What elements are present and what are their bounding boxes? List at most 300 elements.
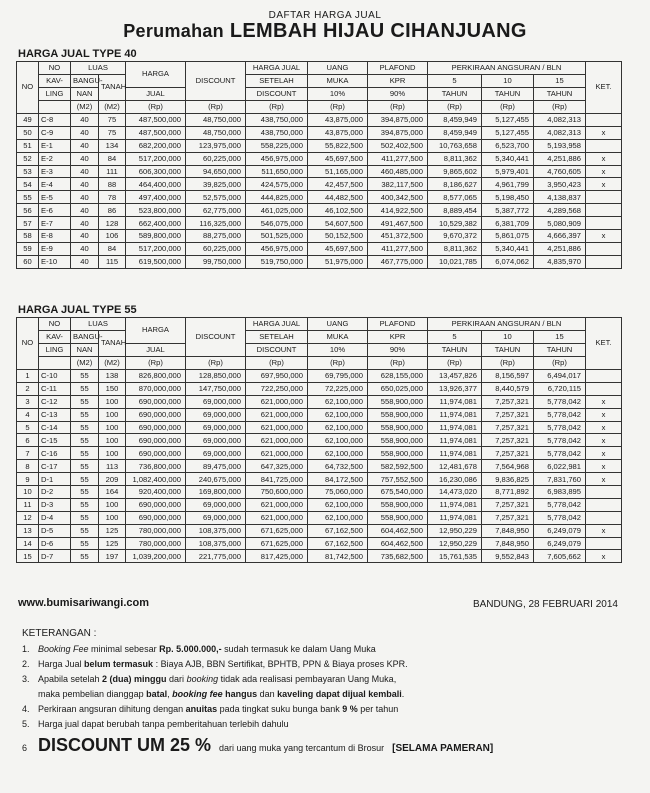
table-cell: 487,500,000 (126, 126, 186, 139)
table-cell: 53 (17, 165, 39, 178)
table-cell: 69,000,000 (186, 434, 246, 447)
table-cell: 511,650,000 (246, 165, 308, 178)
table-cell: 671,625,000 (246, 537, 308, 550)
table-cell: 60,225,000 (186, 152, 246, 165)
table-cell: 11,974,081 (428, 447, 482, 460)
table-cell: 62,100,000 (308, 447, 368, 460)
col-plafond: PLAFOND (368, 318, 428, 331)
table-cell: 50 (17, 126, 39, 139)
table-cell: E-7 (39, 217, 71, 230)
table-cell: 100 (99, 408, 126, 421)
table-cell: 15,761,535 (428, 550, 482, 563)
website-link[interactable]: www.bumisariwangi.com (18, 597, 150, 609)
table-cell: 42,457,500 (308, 178, 368, 191)
table-cell: 11,974,081 (428, 421, 482, 434)
table-cell: 621,000,000 (246, 511, 308, 524)
table-cell: 113 (99, 460, 126, 473)
table-cell: 456,975,000 (246, 242, 308, 255)
table-cell: 5,778,042 (534, 434, 586, 447)
table-cell: 125 (99, 524, 126, 537)
col-uang-muka: UANG (308, 318, 368, 331)
table-cell: 497,400,000 (126, 191, 186, 204)
table-cell: x (586, 178, 622, 191)
table-cell: 424,575,000 (246, 178, 308, 191)
table-cell: 55 (71, 421, 99, 434)
col-harga: HARGA (126, 318, 186, 344)
table-cell: 394,875,000 (368, 114, 428, 127)
table-cell: 606,300,000 (126, 165, 186, 178)
table-cell: 5,198,450 (482, 191, 534, 204)
table-cell: C-16 (39, 447, 71, 460)
table-cell: 100 (99, 511, 126, 524)
table-cell: 55 (71, 550, 99, 563)
note-5: 5. Harga jual dapat berubah tanpa pemberitahuan terlebih dahulu (22, 719, 289, 729)
table-cell: 5,127,455 (482, 114, 534, 127)
table-cell (586, 217, 622, 230)
table-cell: 444,825,000 (246, 191, 308, 204)
table-cell: E-9 (39, 242, 71, 255)
table-cell: 100 (99, 395, 126, 408)
table-cell: 43,875,000 (308, 126, 368, 139)
note-3: 3. Apabila setelah 2 (dua) minggu dari booking tidak ada realisasi pembayaran Uang Muka, (22, 674, 397, 684)
table-cell: 464,400,000 (126, 178, 186, 191)
table-cell: 12,950,229 (428, 537, 482, 550)
table-row (17, 524, 622, 537)
table-cell: 780,000,000 (126, 537, 186, 550)
table-cell: 115 (99, 255, 126, 268)
table-cell: 817,425,000 (246, 550, 308, 563)
table-row (17, 550, 622, 563)
table-cell: 8,156,597 (482, 370, 534, 383)
table-cell: 6,983,895 (534, 486, 586, 499)
table-cell: 138 (99, 370, 126, 383)
table-cell: 55 (71, 408, 99, 421)
table-cell: C-15 (39, 434, 71, 447)
table-cell (586, 191, 622, 204)
table-cell: 456,975,000 (246, 152, 308, 165)
table-cell: E-4 (39, 178, 71, 191)
table-cell: 690,000,000 (126, 498, 186, 511)
table-cell: 106 (99, 230, 126, 243)
table-cell: 5,193,958 (534, 139, 586, 152)
table-cell: 4,082,313 (534, 114, 586, 127)
table-cell: 9,836,825 (482, 473, 534, 486)
table-cell: 13 (17, 524, 39, 537)
table-cell: 662,400,000 (126, 217, 186, 230)
table-cell: 697,950,000 (246, 370, 308, 383)
table-cell: 13,457,826 (428, 370, 482, 383)
table-cell: 55 (71, 370, 99, 383)
table-cell: 5,778,042 (534, 395, 586, 408)
table-cell: 8,771,892 (482, 486, 534, 499)
table-cell: 44,482,500 (308, 191, 368, 204)
table-cell: E-3 (39, 165, 71, 178)
table-cell: 125 (99, 537, 126, 550)
table-cell: 460,485,000 (368, 165, 428, 178)
table-cell: 8,811,362 (428, 242, 482, 255)
table-cell: 621,000,000 (246, 408, 308, 421)
table-cell: 558,900,000 (368, 395, 428, 408)
table-cell: D-6 (39, 537, 71, 550)
table-cell: 6,523,700 (482, 139, 534, 152)
table-row (17, 511, 622, 524)
table-cell: 7,257,321 (482, 408, 534, 421)
table-row (17, 255, 622, 268)
table-cell: 69,000,000 (186, 511, 246, 524)
table-cell: 150 (99, 382, 126, 395)
table-cell: 589,800,000 (126, 230, 186, 243)
table-cell: 58 (17, 230, 39, 243)
table-cell: 69,000,000 (186, 408, 246, 421)
table-cell: 9,865,602 (428, 165, 482, 178)
table-cell: x (586, 152, 622, 165)
table-cell: C-13 (39, 408, 71, 421)
table-cell: 690,000,000 (126, 511, 186, 524)
table-cell: 5 (17, 421, 39, 434)
note-1: 1. Booking Fee minimal sebesar Rp. 5.000.000,- sudah termasuk ke dalam Uang Muka (22, 644, 376, 654)
table-cell: 920,400,000 (126, 486, 186, 499)
table-cell: 52,575,000 (186, 191, 246, 204)
table-cell: 55,822,500 (308, 139, 368, 152)
discount-headline: DISCOUNT UM 25 % (38, 735, 212, 755)
table-cell: 75 (99, 114, 126, 127)
table-cell: 621,000,000 (246, 395, 308, 408)
table-cell: 40 (71, 255, 99, 268)
table-cell: 6 (17, 434, 39, 447)
table-cell: 55 (71, 460, 99, 473)
table-cell: 5,979,401 (482, 165, 534, 178)
document-title (0, 20, 650, 43)
table-cell: 671,625,000 (246, 524, 308, 537)
table-cell: 164 (99, 486, 126, 499)
table-row (17, 139, 622, 152)
table-cell: 4,082,313 (534, 126, 586, 139)
table-cell: 40 (71, 242, 99, 255)
table-cell: 10,021,785 (428, 255, 482, 268)
table-cell: 4,961,799 (482, 178, 534, 191)
table-cell: 55 (71, 486, 99, 499)
table-cell (586, 382, 622, 395)
table-cell: 40 (71, 165, 99, 178)
table-cell: 72,225,000 (308, 382, 368, 395)
table-cell: 123,975,000 (186, 139, 246, 152)
table-cell: 84 (99, 242, 126, 255)
table-cell: 870,000,000 (126, 382, 186, 395)
table-cell: 134 (99, 139, 126, 152)
table-cell: 84 (99, 152, 126, 165)
table-cell: 5,778,042 (534, 511, 586, 524)
table-cell: 5,778,042 (534, 447, 586, 460)
table-cell: 647,325,000 (246, 460, 308, 473)
table-cell: 116,325,000 (186, 217, 246, 230)
table-cell: 4,289,568 (534, 204, 586, 217)
table-cell: 111 (99, 165, 126, 178)
table-cell: 88 (99, 178, 126, 191)
table-cell: 40 (71, 204, 99, 217)
table-cell: 690,000,000 (126, 447, 186, 460)
table-cell: 14 (17, 537, 39, 550)
table-cell: 1 (17, 370, 39, 383)
type40-label: HARGA JUAL TYPE 40 (18, 48, 137, 60)
col-luas: LUAS (71, 318, 126, 331)
table-cell: 147,750,000 (186, 382, 246, 395)
table-cell: 5,340,441 (482, 152, 534, 165)
table-cell: x (586, 473, 622, 486)
table-cell: 11,974,081 (428, 395, 482, 408)
table-cell: 43,875,000 (308, 114, 368, 127)
table-cell: 517,200,000 (126, 242, 186, 255)
table-cell: D-1 (39, 473, 71, 486)
table-cell: 62,100,000 (308, 421, 368, 434)
table-cell: 9,670,372 (428, 230, 482, 243)
table-cell: 40 (71, 126, 99, 139)
table-cell: 7 (17, 447, 39, 460)
table-cell: 11,974,081 (428, 408, 482, 421)
table-cell: E-1 (39, 139, 71, 152)
col-no: NO (17, 318, 39, 370)
table-cell: 40 (71, 114, 99, 127)
table-cell: 8,811,362 (428, 152, 482, 165)
table-cell: 100 (99, 447, 126, 460)
note-4: 4. Perkiraan angsuran dihitung dengan anuitas pada tingkat suku bunga bank 9 % per tahun (22, 704, 399, 714)
keterangan-list (22, 642, 622, 732)
table-cell: 582,592,500 (368, 460, 428, 473)
table-cell: 690,000,000 (126, 434, 186, 447)
table-cell: x (586, 524, 622, 537)
table-cell: 7,257,321 (482, 421, 534, 434)
table-cell: 75 (99, 126, 126, 139)
table-cell: C-14 (39, 421, 71, 434)
table-cell: 40 (71, 152, 99, 165)
table-cell: 89,475,000 (186, 460, 246, 473)
table-cell: 682,200,000 (126, 139, 186, 152)
table-cell: 735,682,500 (368, 550, 428, 563)
table-cell: 5,340,441 (482, 242, 534, 255)
col-setelah: HARGA JUAL (246, 318, 308, 331)
table-row (17, 421, 622, 434)
col-discount: DISCOUNT (186, 318, 246, 357)
table-cell: 11,974,081 (428, 498, 482, 511)
table-cell: E-8 (39, 230, 71, 243)
table-cell: x (586, 395, 622, 408)
table-cell: 8,186,627 (428, 178, 482, 191)
table-cell: 56 (17, 204, 39, 217)
table-cell: 55 (71, 382, 99, 395)
table-cell: 11 (17, 498, 39, 511)
table-cell: 7,848,950 (482, 537, 534, 550)
table-cell: 55 (71, 537, 99, 550)
table-cell: 6,074,062 (482, 255, 534, 268)
table-cell: 69,000,000 (186, 447, 246, 460)
table-cell: E-2 (39, 152, 71, 165)
table-cell: x (586, 165, 622, 178)
table-cell: x (586, 230, 622, 243)
table-cell: 67,162,500 (308, 537, 368, 550)
table-cell: 1,039,200,000 (126, 550, 186, 563)
table-cell: 50,152,500 (308, 230, 368, 243)
type55-price-table: NO NO LUAS HARGA DISCOUNT HARGA JUAL UANG PLAFOND PERKIRAAN ANGSURAN / BLN KET. KAV- BANGU- TANAH SETELAH MUKA KPR 5 10 15 LING NAN JUAL DISCOUNT 10% 90% TAHUN TAHUN TAHUN (M2) (M2) (Rp) (Rp) (Rp) (Rp) (Rp) (Rp) (Rp) (Rp) 1 C-10 55 138 826,800,000 128,850,000 697,950,000 69,795,000 628,155,000 13,457,826 8,156,597 6,494,017 2 C-11 55 150 870,000,000 147,750,000 722,250,000 72,225,000 650,025,000 13,926,377 8,440,579 6,720,115 3 C-12 55 100 690,000,000 69,000,000 621,000,000 62,100,000 558,900,000 11,974,081 7,257,321 5,778,042 x 4 C-13 55 100 690,000,000 69,000,000 621,000,000 62,100,000 558,900,000 11,974,081 7,257,321 5,778,042 x 5 C-14 55 100 690,000,000 69,000,000 621,000,000 62,100,000 558,900,000 11,974,081 7,257,321 5,778,042 x 6 C-15 55 100 690,000,000 69,000,000 621,000,000 62,100,000 558,900,000 11,974,081 7,257,321 5,778,042 x 7 C-16 55 100 690,000,000 69,000,000 621,000,000 62,100,000 558,900,000 11,974,081 7,257,321 5,778,042 x 8 C-17 55 113 736,800,000 89,475,000 647,325,000 64,732,500 582,592,500 12,481,678 7,564,968 6,022,981 x 9 D-1 55 209 1,082,400,000 240,675,000 841,725,000 84,172,500 757,552,500 16,230,086 9,836,825 7,831,760 x 10 D-2 55 164 920,400,000 169,800,000 750,600,000 75,060,000 675,540,000 14,473,020 8,771,892 6,983,895 11 D-3 55 100 690,000,000 69,000,000 621,000,000 62,100,000 558,900,000 11,974,081 7,257,321 5,778,042 12 D-4 55 100 690,000,000 69,000,000 621,000,000 62,100,000 558,900,000 11,974,081 7,257,321 5,778,042 13 D-5 55 125 780,000,000 108,375,000 671,625,000 67,162,500 604,462,500 12,950,229 7,848,950 6,249,079 x 14 D-6 55 125 780,000,000 108,375,000 671,625,000 67,162,500 604,462,500 12,950,229 7,848,950 6,249,079 15 D-7 55 197 1,039,200,000 221,775,000 817,425,000 81,742,500 735,682,500 15,761,535 9,552,843 7,605,662 x (16, 317, 622, 563)
table-row (17, 447, 622, 460)
col-discount: DISCOUNT (186, 62, 246, 101)
table-cell: 394,875,000 (368, 126, 428, 139)
table-cell: 604,462,500 (368, 524, 428, 537)
table-cell: 8,459,949 (428, 126, 482, 139)
table-cell: 2 (17, 382, 39, 395)
table-cell: 487,500,000 (126, 114, 186, 127)
table-row (17, 460, 622, 473)
table-cell: 841,725,000 (246, 473, 308, 486)
table-cell (586, 242, 622, 255)
table-cell: 40 (71, 178, 99, 191)
table-cell: 55 (71, 447, 99, 460)
table-cell: 108,375,000 (186, 524, 246, 537)
col-setelah: HARGA JUAL (246, 62, 308, 75)
table-cell: 558,225,000 (246, 139, 308, 152)
table-cell: 650,025,000 (368, 382, 428, 395)
table-cell: x (586, 421, 622, 434)
table-cell: 722,250,000 (246, 382, 308, 395)
table-cell: 55 (17, 191, 39, 204)
table-cell: x (586, 434, 622, 447)
table-cell: E-10 (39, 255, 71, 268)
table-cell: D-5 (39, 524, 71, 537)
table-cell: 11,974,081 (428, 434, 482, 447)
table-cell: 757,552,500 (368, 473, 428, 486)
table-cell: 55 (71, 434, 99, 447)
document-subtitle: DAFTAR HARGA JUAL (268, 10, 382, 21)
table-cell: 6,494,017 (534, 370, 586, 383)
table-cell: 62,100,000 (308, 395, 368, 408)
table-cell: x (586, 460, 622, 473)
table-cell: 55 (71, 395, 99, 408)
table-row (17, 204, 622, 217)
table-row (17, 408, 622, 421)
table-cell: 690,000,000 (126, 408, 186, 421)
table-cell: 12 (17, 511, 39, 524)
table-cell: 5,778,042 (534, 408, 586, 421)
table-row (17, 382, 622, 395)
table-cell: 8,577,065 (428, 191, 482, 204)
discount-note: 6 DISCOUNT UM 25 % dari uang muka yang tercantum di Brosur [SELAMA PAMERAN] (22, 735, 494, 755)
table-cell: 9,552,843 (482, 550, 534, 563)
table-cell: 62,100,000 (308, 511, 368, 524)
table-cell: 55 (71, 473, 99, 486)
discount-detail: dari uang muka yang tercantum di Brosur (219, 743, 385, 753)
table-cell: 51 (17, 139, 39, 152)
table-cell: 54 (17, 178, 39, 191)
table-cell: 491,467,500 (368, 217, 428, 230)
title-prefix: Perumahan (123, 21, 224, 41)
table-row (17, 434, 622, 447)
table-cell: 62,100,000 (308, 434, 368, 447)
table-cell: C-12 (39, 395, 71, 408)
table-cell (586, 204, 622, 217)
table-cell: C-9 (39, 126, 71, 139)
table-cell: 75,060,000 (308, 486, 368, 499)
table-cell: 52 (17, 152, 39, 165)
table-row (17, 126, 622, 139)
table-cell: 14,473,020 (428, 486, 482, 499)
table-cell: 45,697,500 (308, 242, 368, 255)
table-cell: 675,540,000 (368, 486, 428, 499)
table-cell: 39,825,000 (186, 178, 246, 191)
table-cell: x (586, 447, 622, 460)
table-cell: 5,861,075 (482, 230, 534, 243)
table-cell: 16,230,086 (428, 473, 482, 486)
col-ket: KET. (586, 62, 622, 114)
table-cell: 100 (99, 421, 126, 434)
table-cell: 209 (99, 473, 126, 486)
table-cell: 69,000,000 (186, 498, 246, 511)
table-cell: 54,607,500 (308, 217, 368, 230)
table-cell: 197 (99, 550, 126, 563)
table-row (17, 165, 622, 178)
table-cell: C-11 (39, 382, 71, 395)
table-cell: 621,000,000 (246, 447, 308, 460)
table-cell: 12,481,678 (428, 460, 482, 473)
table-row (17, 114, 622, 127)
table-cell: 4,835,970 (534, 255, 586, 268)
table-cell: 8,889,454 (428, 204, 482, 217)
table-cell: 438,750,000 (246, 126, 308, 139)
table-cell: 84,172,500 (308, 473, 368, 486)
table-cell: 523,800,000 (126, 204, 186, 217)
table-cell: 7,257,321 (482, 434, 534, 447)
table-cell: 221,775,000 (186, 550, 246, 563)
table-cell: 6,249,079 (534, 524, 586, 537)
table-cell: 94,650,000 (186, 165, 246, 178)
table-cell: 10,763,658 (428, 139, 482, 152)
table-cell: 382,117,500 (368, 178, 428, 191)
table-cell: 7,605,662 (534, 550, 586, 563)
table-cell: 3 (17, 395, 39, 408)
discount-period: [SELAMA PAMERAN] (392, 743, 494, 754)
table-cell: 8 (17, 460, 39, 473)
table-cell: 100 (99, 434, 126, 447)
table-row (17, 395, 622, 408)
table-row (17, 152, 622, 165)
table-cell: C-17 (39, 460, 71, 473)
table-cell: 62,100,000 (308, 408, 368, 421)
table-cell: x (586, 126, 622, 139)
table-cell: 169,800,000 (186, 486, 246, 499)
table-cell: 438,750,000 (246, 114, 308, 127)
table-row (17, 370, 622, 383)
table-cell: 5,387,772 (482, 204, 534, 217)
table-row (17, 486, 622, 499)
type55-rows (17, 370, 622, 563)
table-cell: 7,257,321 (482, 395, 534, 408)
table-cell: 7,831,760 (534, 473, 586, 486)
table-cell: 411,277,500 (368, 242, 428, 255)
table-cell: 5,778,042 (534, 421, 586, 434)
table-cell: D-4 (39, 511, 71, 524)
keterangan-title: KETERANGAN : (22, 628, 97, 639)
table-cell: C-8 (39, 114, 71, 127)
table-cell: 517,200,000 (126, 152, 186, 165)
table-cell: 60,225,000 (186, 242, 246, 255)
table-row (17, 242, 622, 255)
table-cell: 51,975,000 (308, 255, 368, 268)
note-2: 2. Harga Jual belum termasuk : Biaya AJB, BBN Sertifikat, BPHTB, PPN & Biaya proses KPR. (22, 659, 408, 669)
type40-price-table: NO NO LUAS HARGA DISCOUNT HARGA JUAL UANG PLAFOND PERKIRAAN ANGSURAN / BLN KET. KAV- BANGU- TANAH SETELAH MUKA KPR 5 10 15 LING NAN JUAL DISCOUNT 10% 90% TAHUN TAHUN TAHUN (M2) (M2) (Rp) (Rp) (Rp) (Rp) (Rp) (Rp) (Rp) (Rp) 49 C-8 40 75 487,500,000 48,750,000 438,750,000 43,875,000 394,875,000 8,459,949 5,127,455 4,082,313 50 C-9 40 75 487,500,000 48,750,000 438,750,000 43,875,000 394,875,000 8,459,949 5,127,455 4,082,313 x 51 E-1 40 134 682,200,000 123,975,000 558,225,000 55,822,500 502,402,500 10,763,658 6,523,700 5,193,958 52 E-2 40 84 517,200,000 60,225,000 456,975,000 45,697,500 411,277,500 8,811,362 5,340,441 4,251,886 x 53 E-3 40 111 606,300,000 94,650,000 511,650,000 51,165,000 460,485,000 9,865,602 5,979,401 4,760,605 x 54 E-4 40 88 464,400,000 39,825,000 424,575,000 42,457,500 382,117,500 8,186,627 4,961,799 3,950,423 x 55 E-5 40 78 497,400,000 52,575,000 444,825,000 44,482,500 400,342,500 8,577,065 5,198,450 4,138,837 56 E-6 40 86 523,800,000 62,775,000 461,025,000 46,102,500 414,922,500 8,889,454 5,387,772 4,289,568 57 E-7 40 128 662,400,000 116,325,000 546,075,000 54,607,500 491,467,500 10,529,382 6,381,709 5,080,909 58 E-8 40 106 589,800,000 88,275,000 501,525,000 50,152,500 451,372,500 9,670,372 5,861,075 4,666,397 x 59 E-9 40 84 517,200,000 60,225,000 456,975,000 45,697,500 411,277,500 8,811,362 5,340,441 4,251,886 60 E-10 40 115 619,500,000 99,750,000 519,750,000 51,975,000 467,775,000 10,021,785 6,074,062 4,835,970 (16, 61, 622, 269)
table-cell: 4,666,397 (534, 230, 586, 243)
table-cell: 15 (17, 550, 39, 563)
table-cell: E-5 (39, 191, 71, 204)
table-cell: 12,950,229 (428, 524, 482, 537)
table-cell: 558,900,000 (368, 447, 428, 460)
table-cell: 55 (71, 524, 99, 537)
